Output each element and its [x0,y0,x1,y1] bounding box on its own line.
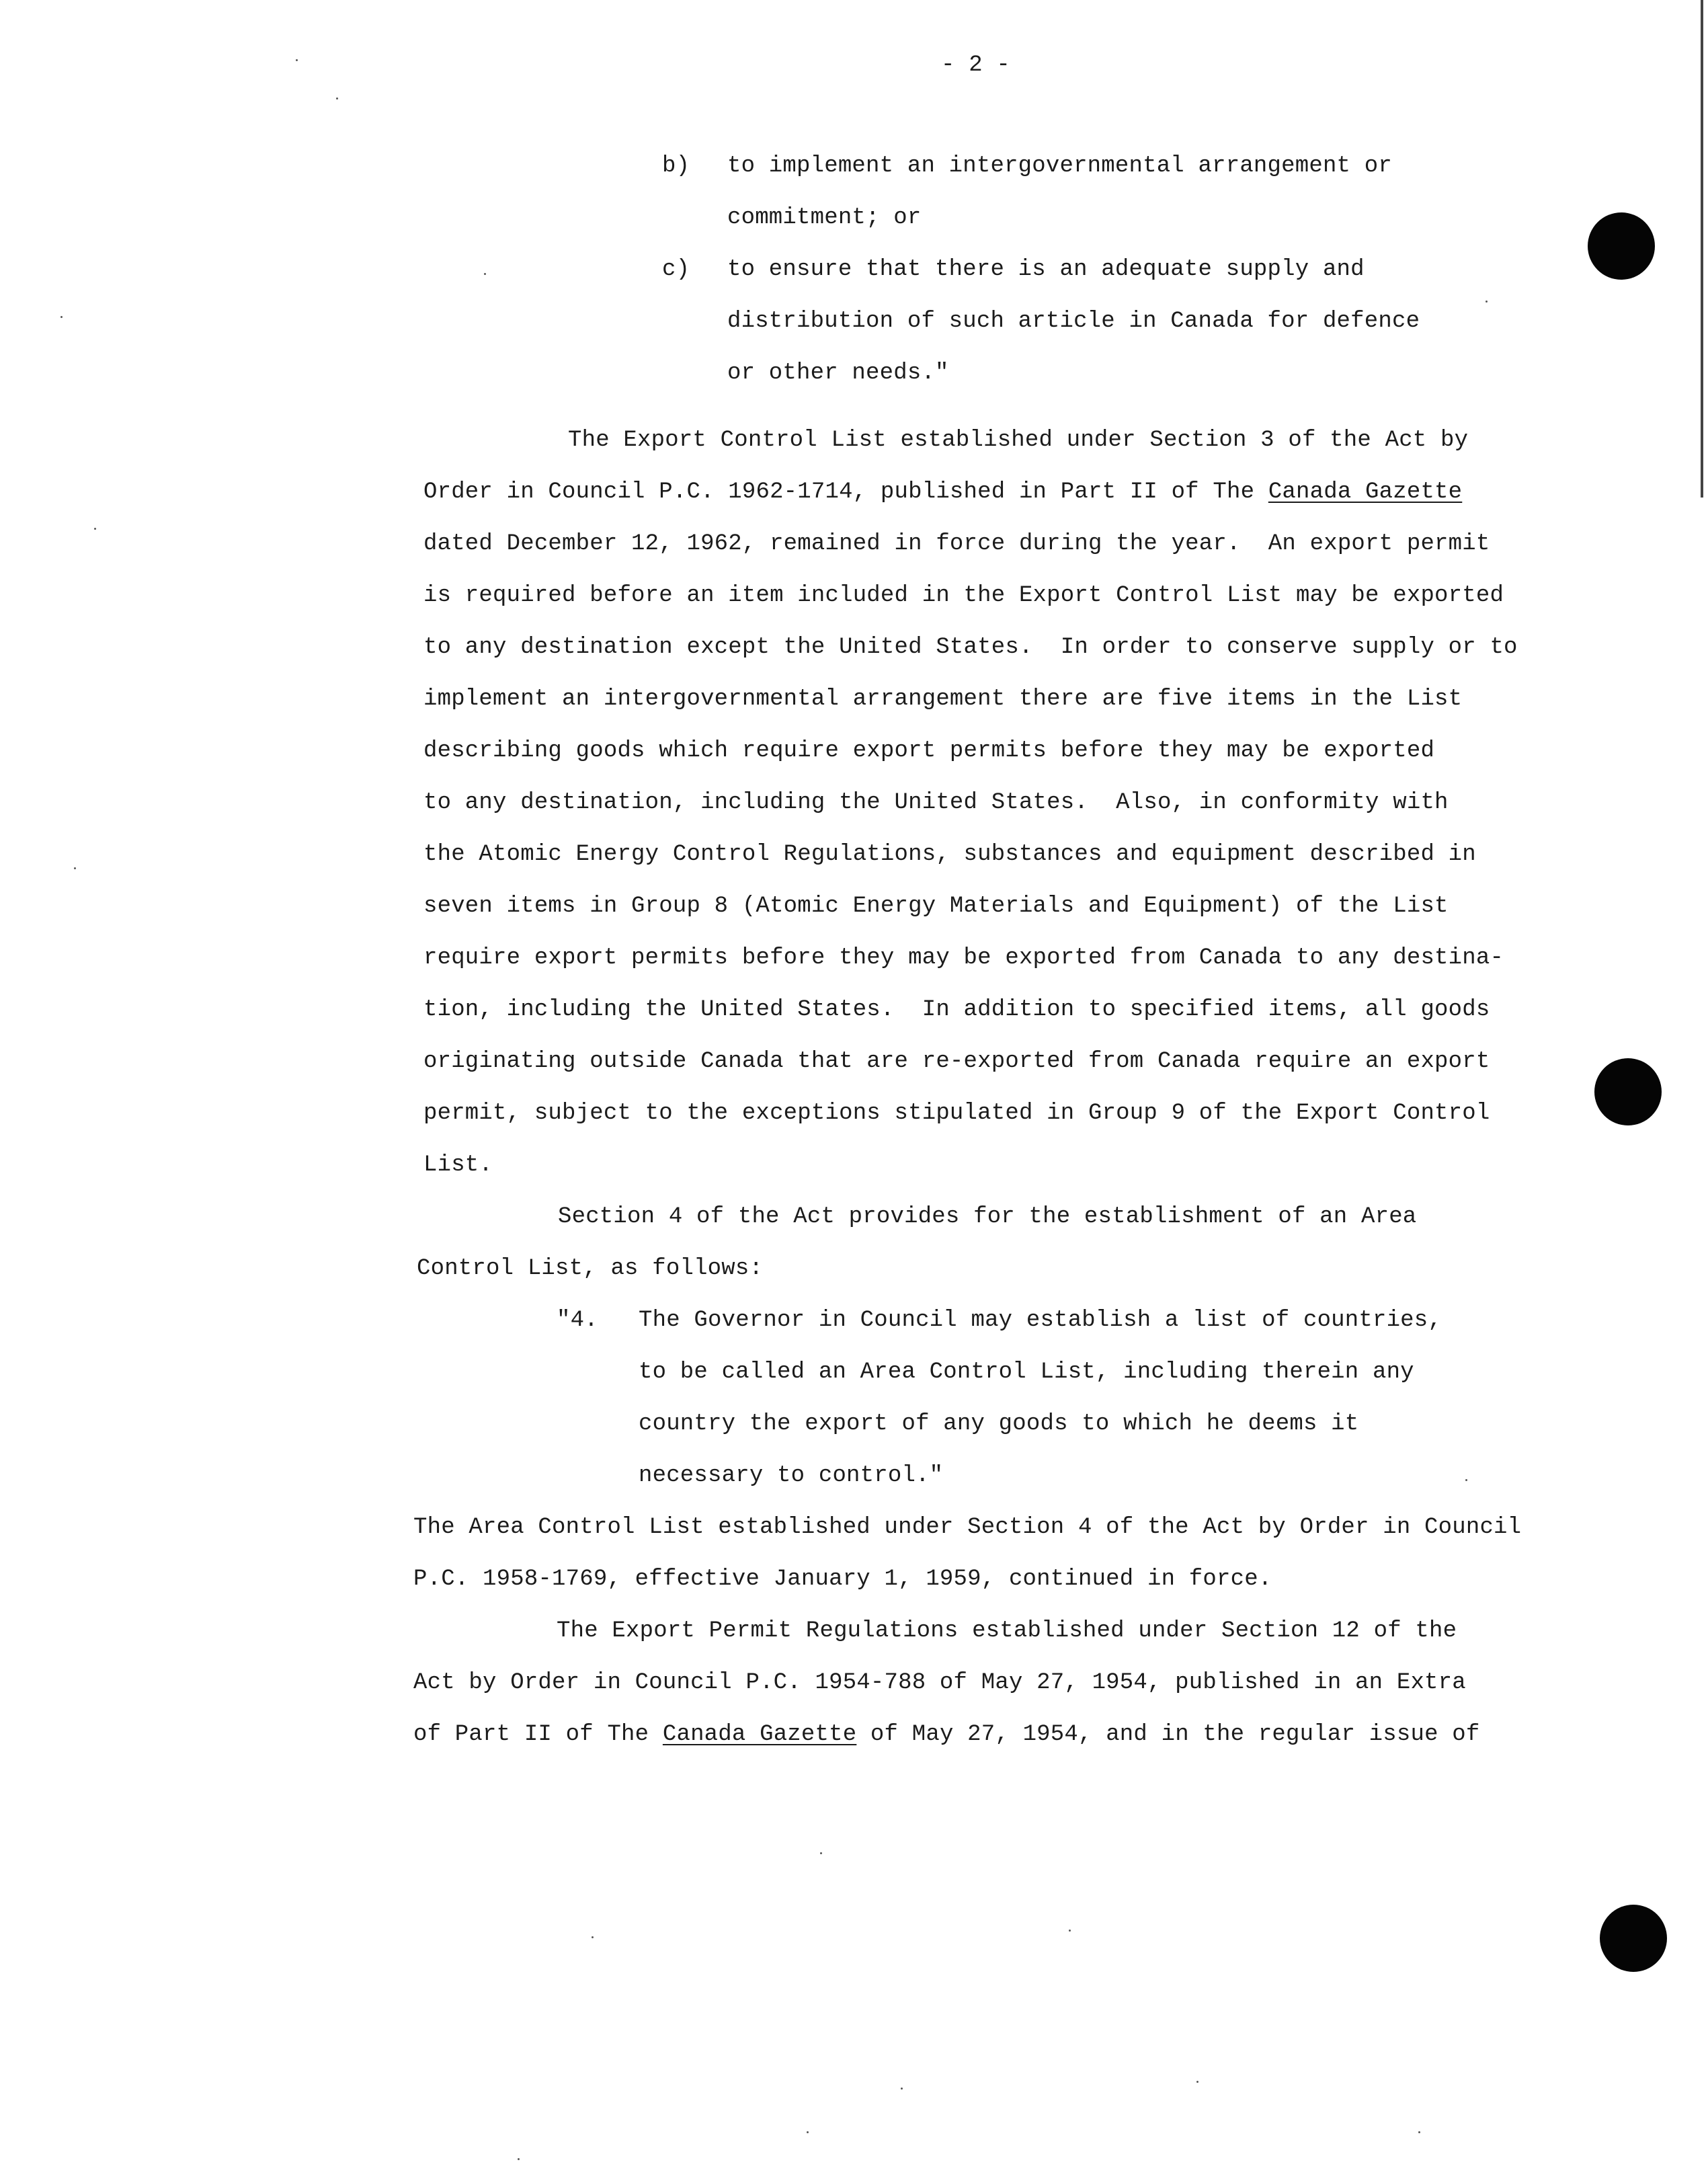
scan-speck [1465,1479,1467,1481]
page-number: - 2 - [941,52,1011,78]
para1-line: seven items in Group 8 (Atomic Energy Materials and Equipment) of the List [423,894,1449,919]
scan-speck [820,1852,822,1854]
para1-line: to any destination except the United States. In order to conserve supply or to [423,635,1518,660]
scan-speck [60,316,63,318]
para1-line: implement an intergovernmental arrangement there are five items in the List [423,686,1463,712]
scan-speck [807,2131,809,2133]
para2-line: Control List, as follows: [417,1256,764,1281]
canada-gazette-title: Canada Gazette [662,1722,857,1747]
para3-line: P.C. 1958-1769, effective January 1, 1959, continued in force. [413,1566,1272,1592]
scan-speck [1069,1930,1071,1932]
quote-4-marker: "4. [557,1308,598,1333]
scan-speck [484,273,486,275]
quote-4-line: to be called an Area Control List, including therein any [639,1359,1414,1385]
quote-4-line: The Governor in Council may establish a list of countries, [639,1308,1442,1333]
scan-speck [592,1936,594,1938]
scan-edge [1701,0,1703,498]
quote-4-line: necessary to control." [639,1463,944,1489]
para1-line: the Atomic Energy Control Regulations, substances and equipment described in [423,842,1476,867]
para4-line: of Part II of The Canada Gazette of May 27, 1954, and in the regular issue of [413,1722,1480,1747]
para4-line: The Export Permit Regulations established under Section 12 of the [557,1618,1457,1644]
item-b-line: commitment; or [727,205,922,231]
para1-line: Order in Council P.C. 1962-1714, published in Part II of The Canada Gazette [423,479,1463,505]
punch-hole [1588,212,1655,280]
scan-speck [336,97,338,100]
scan-speck [74,867,76,869]
para4-line: Act by Order in Council P.C. 1954-788 of May 27, 1954, published in an Extra [413,1670,1466,1696]
quote-4-line: country the export of any goods to which he deems it [639,1411,1359,1437]
scan-speck [518,2158,520,2160]
scan-speck [1486,301,1488,303]
scan-speck [1418,2131,1420,2133]
para1-line: describing goods which require export permits before they may be exported [423,738,1435,764]
item-b-line: to implement an intergovernmental arrangement or [727,153,1392,179]
item-b-marker: b) [662,153,690,179]
para2-line: Section 4 of the Act provides for the establishment of an Area [558,1204,1417,1230]
scan-speck [94,528,96,530]
item-c-line: or other needs." [727,360,949,386]
para1-line: permit, subject to the exceptions stipulated in Group 9 of the Export Control [423,1101,1490,1126]
scan-speck [1196,2081,1198,2083]
para1-line: tion, including the United States. In addition to specified items, all goods [423,997,1490,1023]
item-c-marker: c) [662,257,690,282]
para1-line: require export permits before they may be exported from Canada to any destina- [423,945,1504,971]
item-c-line: to ensure that there is an adequate supply and [727,257,1365,282]
para1-line: is required before an item included in the Export Control List may be exported [423,583,1504,608]
punch-hole [1594,1058,1662,1125]
para1-line: List. [423,1152,493,1178]
para1-line: to any destination, including the United States. Also, in conformity with [423,790,1449,816]
item-c-line: distribution of such article in Canada for defence [727,309,1420,334]
para1-line: originating outside Canada that are re-exported from Canada require an export [423,1049,1490,1074]
canada-gazette-title: Canada Gazette [1268,479,1463,505]
para1-line: The Export Control List established under Section 3 of the Act by [568,428,1469,453]
scan-speck [901,2088,903,2090]
para3-line: The Area Control List established under Section 4 of the Act by Order in Council [413,1515,1522,1540]
scan-speck [296,59,298,61]
para1-line: dated December 12, 1962, remained in force during the year. An export permit [423,531,1490,557]
punch-hole [1600,1905,1667,1972]
